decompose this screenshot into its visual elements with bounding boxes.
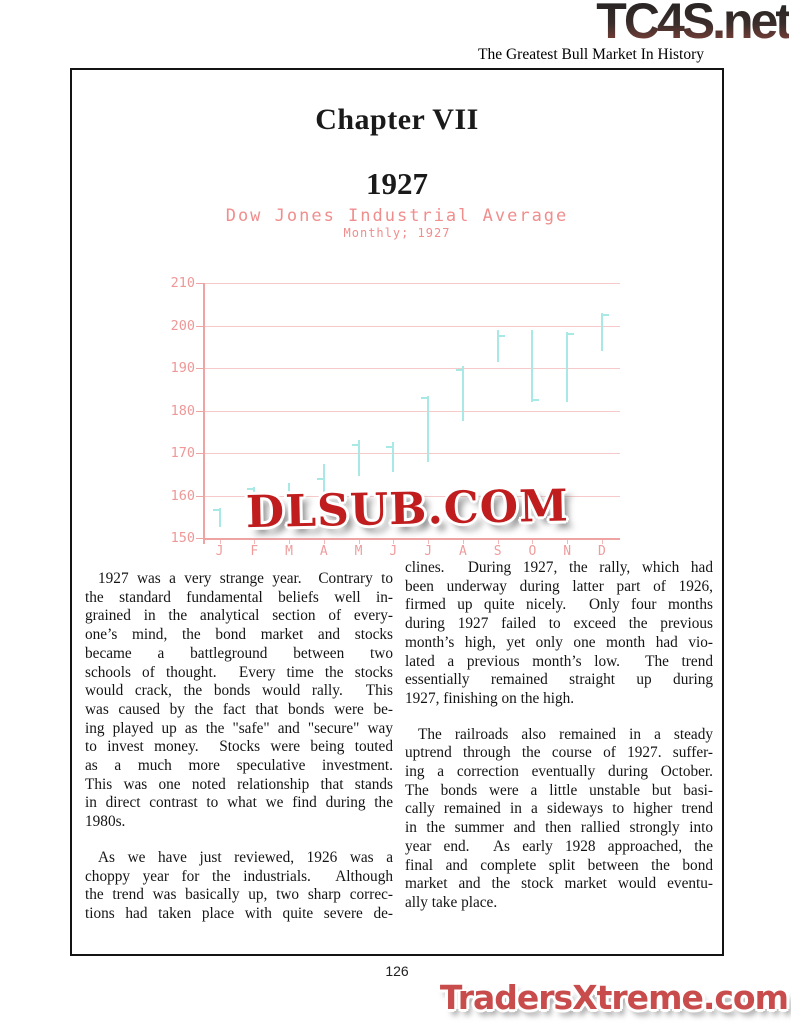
- text-line: 1927 was a very strange year. Contrary to: [98, 570, 393, 587]
- chapter-title: Chapter VII: [315, 103, 479, 136]
- left-text-column: [85, 570, 393, 924]
- text-line: year end. As early 1928 approached, the: [405, 837, 713, 855]
- chart-subtitle: Monthly; 1927: [343, 226, 451, 240]
- price-bar: [566, 332, 568, 402]
- close-tick: [213, 509, 219, 511]
- text-line: market and the stock market would eventu-: [405, 875, 713, 893]
- footer-watermark: TradersXtreme.com: [439, 978, 788, 1017]
- price-bar: [392, 442, 394, 472]
- y-axis-tick: [196, 453, 203, 454]
- text-line: would crack, the bonds would rally. This: [85, 682, 393, 700]
- month-label: O: [528, 544, 537, 559]
- month-label: J: [215, 544, 224, 559]
- grid-line: [203, 326, 620, 327]
- month-label: F: [250, 544, 259, 559]
- month-tick: [532, 540, 533, 544]
- close-tick: [533, 399, 539, 401]
- price-bar: [531, 330, 533, 402]
- text-line: The bonds were a little unstable but basi-: [405, 781, 713, 799]
- grid-line: [203, 411, 620, 412]
- y-axis-label: 190: [170, 360, 195, 376]
- book-title-tagline: The Greatest Bull Market In History: [478, 46, 704, 63]
- y-axis-line: [203, 283, 205, 544]
- text-line: tions had taken place with quite severe de-: [85, 904, 393, 922]
- y-axis-tick: [196, 326, 203, 327]
- text-line: The railroads also remained in a steady: [418, 725, 713, 743]
- month-label: J: [389, 544, 398, 559]
- grid-line: [203, 368, 620, 369]
- site-logo: TC4S.net: [596, 0, 789, 50]
- text-line: 1980s.: [85, 813, 126, 831]
- month-label: M: [285, 544, 293, 559]
- text-line: choppy year for the industrials. Although: [85, 867, 393, 885]
- month-tick: [220, 540, 221, 544]
- close-tick: [456, 369, 462, 371]
- month-tick: [602, 540, 603, 544]
- y-axis-tick: [196, 368, 203, 369]
- chart-title: Dow Jones Industrial Average: [225, 206, 569, 226]
- month-label: J: [424, 544, 433, 559]
- text-line: schools of thought. Every time the stocks: [85, 663, 393, 681]
- month-tick: [498, 540, 499, 544]
- text-line: was caused by the fact that bonds were be-: [85, 700, 393, 718]
- text-line: firmed up quite nicely. Only four months: [405, 596, 713, 614]
- text-line: to invest money. Stocks were being touted: [85, 738, 393, 756]
- text-line: month’s high, yet only one month had vio-: [405, 633, 713, 651]
- paragraph: [85, 849, 393, 924]
- y-axis-label: 160: [170, 487, 195, 504]
- text-line: clines. During 1927, the rally, which had: [405, 559, 713, 576]
- close-tick: [317, 478, 323, 480]
- month-label: M: [354, 544, 363, 559]
- text-line: the standard fundamental beliefs well in-: [85, 588, 393, 606]
- text-line: This was one noted relationship that stands: [85, 775, 393, 793]
- y-axis-tick: [196, 411, 203, 412]
- year-title: 1927: [366, 166, 428, 201]
- month-tick: [567, 540, 568, 544]
- text-line: essentially remained straight up during: [405, 671, 713, 689]
- close-tick: [499, 335, 505, 337]
- text-line: lated a previous month’s low. The trend: [405, 652, 713, 670]
- y-axis-tick: [196, 496, 203, 497]
- price-bar: [219, 508, 221, 527]
- text-line: cally remained in a sideways to higher trend: [405, 800, 713, 818]
- text-line: uptrend through the course of 1927. suffer-: [405, 744, 713, 762]
- y-axis-label: 170: [170, 445, 195, 461]
- price-bar: [358, 440, 360, 476]
- chart-watermark: DLSUB.COM: [245, 480, 570, 539]
- paragraph: [85, 570, 393, 832]
- month-tick: [463, 540, 464, 544]
- close-tick: [386, 446, 392, 448]
- text-line: ing a correction eventually during October.: [405, 763, 713, 781]
- y-axis-label: 150: [170, 530, 195, 546]
- text-line: 1927, finishing on the high.: [405, 689, 575, 707]
- text-line: grained in the analytical section of every-: [85, 607, 393, 625]
- text-line: in direct contrast to what we find during the: [85, 794, 393, 812]
- grid-line: [203, 453, 620, 454]
- text-line: as a much more speculative investment.: [85, 757, 393, 775]
- close-tick: [603, 314, 609, 316]
- text-line: one’s mind, the bond market and stocks: [85, 626, 393, 644]
- text-line: been underway during latter part of 1926,: [405, 577, 713, 595]
- y-axis-tick: [196, 283, 203, 284]
- grid-line: [203, 283, 620, 284]
- text-line: the trend was basically up, two sharp correc-: [85, 886, 393, 904]
- price-bar: [601, 313, 603, 351]
- text-line: in the summer and then rallied strongly into: [405, 819, 713, 837]
- price-bar: [462, 366, 464, 421]
- text-line: As we have just reviewed, 1926 was a: [98, 848, 393, 866]
- text-line: ally take place.: [405, 893, 498, 911]
- price-bar: [427, 396, 429, 462]
- y-axis-label: 180: [170, 402, 195, 419]
- month-label: S: [493, 544, 502, 559]
- month-label: A: [458, 544, 467, 559]
- text-line: final and complete split between the bond: [405, 856, 713, 874]
- close-tick: [568, 333, 574, 335]
- text-line: became a battleground between two: [85, 644, 393, 662]
- month-label: A: [319, 544, 328, 559]
- month-label: D: [598, 544, 606, 559]
- right-text-column: [405, 559, 713, 913]
- month-tick: [428, 540, 429, 544]
- close-tick: [421, 397, 427, 399]
- page-number: 126: [385, 963, 409, 979]
- month-label: N: [563, 544, 572, 559]
- paragraph: [405, 559, 713, 709]
- paragraph: [405, 726, 713, 913]
- close-tick: [352, 444, 358, 446]
- y-axis-label: 210: [170, 275, 195, 291]
- y-axis-tick: [196, 538, 203, 539]
- y-axis-label: 200: [170, 317, 195, 334]
- text-line: ing played up as the "safe" and "secure" way: [85, 719, 393, 737]
- text-line: during 1927 failed to exceed the previous: [405, 615, 713, 633]
